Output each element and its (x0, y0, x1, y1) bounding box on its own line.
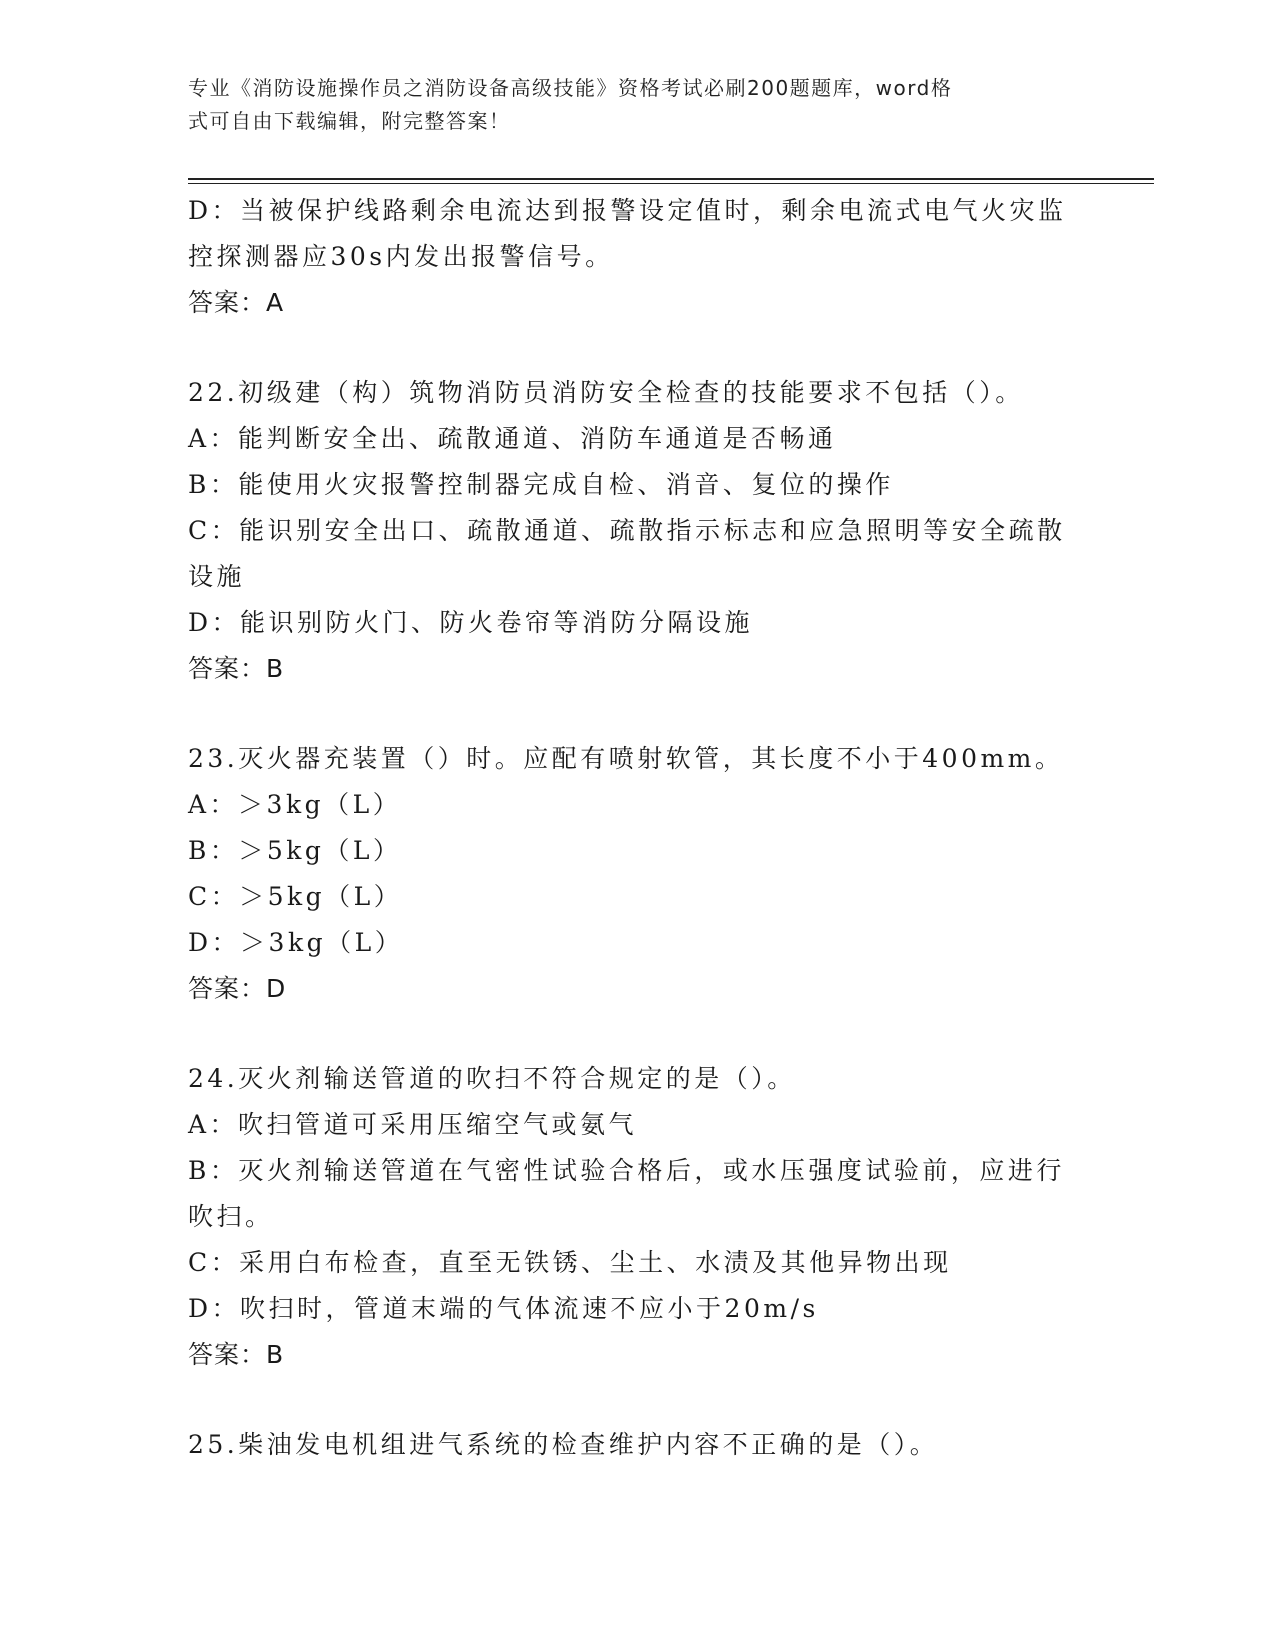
option-a: A：能判断安全出、疏散通道、消防车通道是否畅通 (188, 424, 837, 453)
answer-label: 答案：A (188, 288, 285, 317)
question-21-tail (188, 188, 1088, 326)
option-b-line-2: 吹扫。 (188, 1202, 274, 1231)
option-b: B：＞5kg（L） (188, 836, 402, 865)
question-content (188, 188, 1088, 1468)
option-d-line-1: D：当被保护线路剩余电流达到报警设定值时，剩余电流式电气火灾监 (188, 196, 1067, 225)
header-line-2: 式可自由下载编辑，附完整答案！ (188, 109, 511, 133)
answer-label: 答案：B (188, 654, 285, 683)
question-stem: 23.灭火器充装置（）时。应配有喷射软管，其长度不小于400mm。 (188, 744, 1064, 773)
spacer (188, 1378, 1088, 1422)
option-b: B：能使用火灾报警控制器完成自检、消音、复位的操作 (188, 470, 894, 499)
spacer (188, 1012, 1088, 1056)
header-line-1: 专业《消防设施操作员之消防设备高级技能》资格考试必刷200题题库，word格 (188, 76, 953, 100)
option-a: A：＞3kg（L） (188, 790, 402, 819)
option-d: D：能识别防火门、防火卷帘等消防分隔设施 (188, 608, 754, 637)
header-divider-thin (188, 183, 1154, 184)
option-c: C：＞5kg（L） (188, 882, 403, 911)
option-d: D：吹扫时，管道末端的气体流速不应小于20m/s (188, 1294, 819, 1323)
question-24 (188, 1056, 1088, 1378)
question-stem: 24.灭火剂输送管道的吹扫不符合规定的是（）。 (188, 1064, 796, 1093)
header-divider-thick (188, 178, 1154, 180)
question-22 (188, 370, 1088, 692)
option-d-line-2: 控探测器应30s内发出报警信号。 (188, 242, 614, 271)
answer-label: 答案：B (188, 1340, 285, 1369)
option-b-line-1: B：灭火剂输送管道在气密性试验合格后，或水压强度试验前，应进行 (188, 1156, 1065, 1185)
question-25 (188, 1422, 1088, 1468)
spacer (188, 692, 1088, 736)
document-header (188, 72, 1068, 138)
answer-label: 答案：D (188, 974, 287, 1003)
option-c-line-1: C：能识别安全出口、疏散通道、疏散指示标志和应急照明等安全疏散 (188, 516, 1066, 545)
question-23 (188, 736, 1088, 1012)
question-stem: 22.初级建（构）筑物消防员消防安全检查的技能要求不包括（）。 (188, 378, 1024, 407)
question-stem: 25.柴油发电机组进气系统的检查维护内容不正确的是（）。 (188, 1430, 939, 1459)
option-d: D：＞3kg（L） (188, 928, 404, 957)
option-c: C：采用白布检查，直至无铁锈、尘土、水渍及其他异物出现 (188, 1248, 952, 1277)
option-c-line-2: 设施 (188, 562, 246, 591)
option-a: A：吹扫管道可采用压缩空气或氨气 (188, 1110, 638, 1139)
spacer (188, 326, 1088, 370)
